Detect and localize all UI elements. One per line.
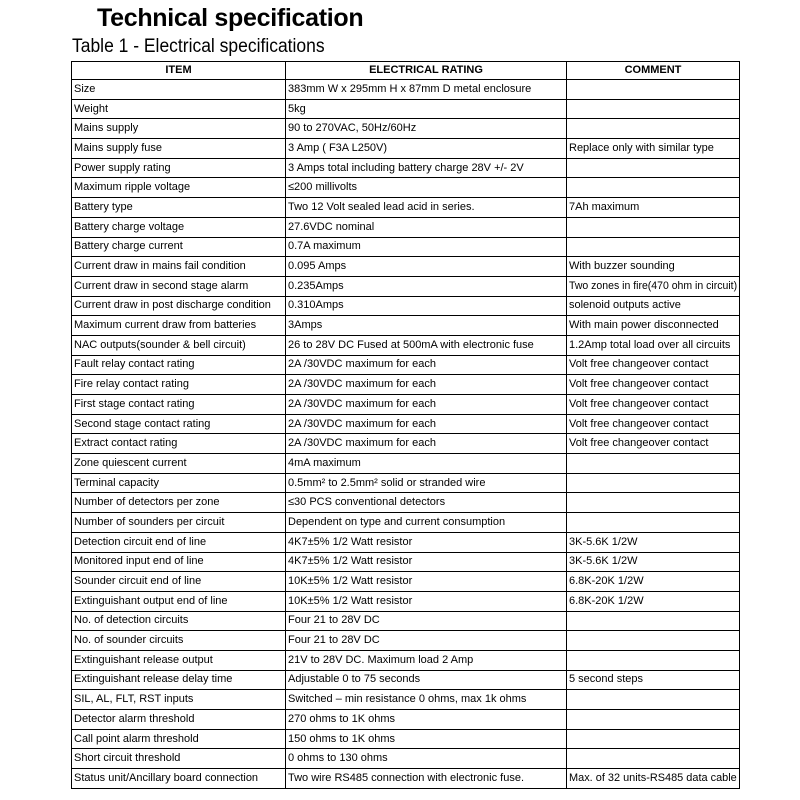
comment-cell <box>567 335 740 355</box>
item-cell <box>72 670 286 690</box>
rating-cell-text: Switched – min resistance 0 ohms, max 1k ohms <box>288 693 527 706</box>
item-cell <box>72 237 286 257</box>
item-cell <box>72 217 286 237</box>
table-row <box>72 375 740 395</box>
rating-cell <box>286 749 567 769</box>
comment-cell <box>567 572 740 592</box>
item-cell-text: Fault relay contact rating <box>74 358 195 371</box>
rating-cell <box>286 355 567 375</box>
rating-cell <box>286 493 567 513</box>
comment-cell-text: Volt free changeover contact <box>569 397 709 410</box>
comment-cell-text: With main power disconnected <box>569 319 719 332</box>
comment-cell-text: 5 second steps <box>569 673 643 686</box>
item-cell <box>72 552 286 572</box>
rating-cell <box>286 335 567 355</box>
table-caption: Table 1 - Electrical specifications <box>72 36 325 57</box>
comment-cell <box>567 395 740 415</box>
table-row <box>72 513 740 533</box>
comment-cell <box>567 729 740 749</box>
table-row <box>72 473 740 493</box>
comment-cell-text: solenoid outputs active <box>569 299 681 312</box>
rating-cell-text: 10K±5% 1/2 Watt resistor <box>288 594 413 607</box>
item-cell-text: Battery type <box>74 200 133 213</box>
rating-cell <box>286 670 567 690</box>
item-cell <box>72 139 286 159</box>
rating-cell-text: ≤30 PCS conventional detectors <box>288 496 446 509</box>
comment-cell-text: Replace only with similar type <box>569 141 714 154</box>
item-cell-text: Call point alarm threshold <box>74 732 199 745</box>
item-cell-text: Mains supply fuse <box>74 141 163 154</box>
comment-cell <box>567 375 740 395</box>
comment-cell <box>567 769 740 789</box>
rating-cell-text: Dependent on type and current consumption <box>288 515 506 528</box>
table-row <box>72 257 740 277</box>
rating-cell-text: 4mA maximum <box>288 456 361 469</box>
item-cell <box>72 316 286 336</box>
rating-cell-text: 0.235Amps <box>288 279 344 292</box>
table-row <box>72 316 740 336</box>
rating-cell <box>286 316 567 336</box>
item-cell <box>72 198 286 218</box>
item-cell <box>72 276 286 296</box>
rating-cell-text: Two wire RS485 connection with electronic fuse. <box>288 771 525 784</box>
rating-cell <box>286 158 567 178</box>
table-row <box>72 591 740 611</box>
rating-cell-text: 5kg <box>288 102 306 115</box>
table-row <box>72 690 740 710</box>
table-row <box>72 119 740 139</box>
item-cell-text: Power supply rating <box>74 161 171 174</box>
rating-cell-text: 4K7±5% 1/2 Watt resistor <box>288 535 413 548</box>
comment-cell <box>567 670 740 690</box>
rating-cell <box>286 434 567 454</box>
item-cell <box>72 650 286 670</box>
rating-cell <box>286 513 567 533</box>
rating-cell <box>286 80 567 100</box>
item-cell-text: Status unit/Ancillary board connection <box>74 771 259 784</box>
rating-cell-text: 0.7A maximum <box>288 240 361 253</box>
table-row <box>72 276 740 296</box>
rating-cell <box>286 572 567 592</box>
comment-cell <box>567 257 740 277</box>
comment-cell <box>567 139 740 159</box>
item-cell-text: Current draw in second stage alarm <box>74 279 249 292</box>
table-row <box>72 454 740 474</box>
table-row <box>72 395 740 415</box>
table-row <box>72 434 740 454</box>
comment-cell <box>567 296 740 316</box>
item-cell <box>72 375 286 395</box>
item-cell <box>72 80 286 100</box>
item-cell <box>72 454 286 474</box>
comment-cell-text: Volt free changeover contact <box>569 378 709 391</box>
comment-cell <box>567 631 740 651</box>
rating-cell-text: 2A /30VDC maximum for each <box>288 437 436 450</box>
comment-cell <box>567 650 740 670</box>
page-title: Technical specification <box>97 4 364 32</box>
rating-cell-text: Adjustable 0 to 75 seconds <box>288 673 421 686</box>
table-row <box>72 178 740 198</box>
item-cell-text: Maximum ripple voltage <box>74 181 191 194</box>
comment-cell-text: 6.8K-20K 1/2W <box>569 594 644 607</box>
rating-cell-text: 3 Amp ( F3A L250V) <box>288 141 388 154</box>
table-row <box>72 611 740 631</box>
comment-cell <box>567 80 740 100</box>
rating-cell-text: Two 12 Volt sealed lead acid in series. <box>288 200 475 213</box>
rating-cell <box>286 473 567 493</box>
item-cell-text: Size <box>74 82 96 95</box>
comment-cell-text: With buzzer sounding <box>569 260 675 273</box>
rating-cell-text: 270 ohms to 1K ohms <box>288 712 396 725</box>
table-row <box>72 198 740 218</box>
item-cell-text: Battery charge voltage <box>74 220 185 233</box>
item-cell-text: Zone quiescent current <box>74 456 187 469</box>
rating-cell <box>286 552 567 572</box>
item-cell-text: Battery charge current <box>74 240 183 253</box>
item-cell-text: No. of detection circuits <box>74 614 189 627</box>
rating-cell <box>286 591 567 611</box>
rating-cell <box>286 139 567 159</box>
rating-cell-text: 2A /30VDC maximum for each <box>288 378 436 391</box>
table-row <box>72 217 740 237</box>
table-body <box>72 80 740 789</box>
item-cell <box>72 158 286 178</box>
comment-cell-text: 7Ah maximum <box>569 200 640 213</box>
electrical-spec-table <box>71 61 740 789</box>
comment-cell <box>567 532 740 552</box>
item-cell <box>72 99 286 119</box>
item-cell <box>72 257 286 277</box>
item-cell-text: Weight <box>74 102 109 115</box>
table-row <box>72 670 740 690</box>
comment-cell <box>567 493 740 513</box>
table-row <box>72 237 740 257</box>
item-cell-text: Number of sounders per circuit <box>74 515 225 528</box>
table-header-row <box>72 62 740 80</box>
table-row <box>72 769 740 789</box>
rating-cell-text: 4K7±5% 1/2 Watt resistor <box>288 555 413 568</box>
comment-cell <box>567 237 740 257</box>
item-cell <box>72 611 286 631</box>
comment-cell <box>567 454 740 474</box>
comment-cell-text: Volt free changeover contact <box>569 417 709 430</box>
table-row <box>72 335 740 355</box>
comment-cell <box>567 355 740 375</box>
item-cell-text: NAC outputs(sounder & bell circuit) <box>74 338 246 351</box>
comment-cell-text: Volt free changeover contact <box>569 437 709 450</box>
item-cell <box>72 355 286 375</box>
comment-cell <box>567 276 740 296</box>
item-cell-text: Number of detectors per zone <box>74 496 220 509</box>
item-cell <box>72 473 286 493</box>
comment-cell-text: 6.8K-20K 1/2W <box>569 575 644 588</box>
table-row <box>72 749 740 769</box>
comment-cell-text: 3K-5.6K 1/2W <box>569 555 638 568</box>
rating-cell-text: ≤200 millivolts <box>288 181 358 194</box>
rating-cell <box>286 119 567 139</box>
item-cell-text: Maximum current draw from batteries <box>74 319 257 332</box>
rating-cell-text: 21V to 28V DC. Maximum load 2 Amp <box>288 653 474 666</box>
rating-cell-text: 2A /30VDC maximum for each <box>288 358 436 371</box>
table-row <box>72 710 740 730</box>
rating-cell <box>286 769 567 789</box>
table-row <box>72 729 740 749</box>
item-cell-text: Current draw in mains fail condition <box>74 260 246 273</box>
comment-cell-text: Max. of 32 units-RS485 data cable <box>569 771 737 784</box>
item-cell <box>72 119 286 139</box>
item-cell <box>72 769 286 789</box>
rating-cell-text: 90 to 270VAC, 50Hz/60Hz <box>288 122 417 135</box>
item-cell <box>72 395 286 415</box>
rating-cell <box>286 276 567 296</box>
table-row <box>72 139 740 159</box>
table-row <box>72 650 740 670</box>
item-cell-text: First stage contact rating <box>74 397 195 410</box>
item-cell <box>72 690 286 710</box>
rating-cell-text: 10K±5% 1/2 Watt resistor <box>288 575 413 588</box>
rating-cell <box>286 198 567 218</box>
item-cell-text: Detection circuit end of line <box>74 535 207 548</box>
rating-cell <box>286 690 567 710</box>
comment-cell <box>567 434 740 454</box>
item-cell-text: No. of sounder circuits <box>74 634 184 647</box>
rating-cell <box>286 650 567 670</box>
comment-cell <box>567 690 740 710</box>
rating-cell-text: 383mm W x 295mm H x 87mm D metal enclosure <box>288 82 532 95</box>
rating-cell <box>286 99 567 119</box>
table-row <box>72 414 740 434</box>
item-cell <box>72 532 286 552</box>
table-row <box>72 158 740 178</box>
rating-cell <box>286 710 567 730</box>
item-cell <box>72 513 286 533</box>
rating-cell <box>286 631 567 651</box>
comment-cell <box>567 611 740 631</box>
item-cell-text: Sounder circuit end of line <box>74 575 202 588</box>
comment-cell <box>567 217 740 237</box>
rating-cell <box>286 375 567 395</box>
rating-cell-text: 26 to 28V DC Fused at 500mA with electronic fuse <box>288 338 534 351</box>
rating-cell <box>286 414 567 434</box>
item-cell-text: Fire relay contact rating <box>74 378 189 391</box>
item-cell-text: Extract contact rating <box>74 437 178 450</box>
rating-cell-text: 3Amps <box>288 319 323 332</box>
item-cell-text: Extinguishant release output <box>74 653 213 666</box>
comment-cell <box>567 158 740 178</box>
table-row <box>72 80 740 100</box>
rating-cell <box>286 729 567 749</box>
rating-cell-text: 2A /30VDC maximum for each <box>288 397 436 410</box>
rating-cell <box>286 611 567 631</box>
comment-cell <box>567 473 740 493</box>
item-cell <box>72 729 286 749</box>
rating-cell-text: 0 ohms to 130 ohms <box>288 752 388 765</box>
item-cell-text: Monitored input end of line <box>74 555 204 568</box>
item-cell <box>72 493 286 513</box>
comment-cell <box>567 316 740 336</box>
table-row <box>72 99 740 119</box>
comment-cell <box>567 198 740 218</box>
item-cell-text: Short circuit threshold <box>74 752 181 765</box>
item-cell-text: Extinguishant release delay time <box>74 673 233 686</box>
table-row <box>72 572 740 592</box>
item-cell <box>72 631 286 651</box>
comment-cell <box>567 99 740 119</box>
rating-cell <box>286 532 567 552</box>
item-cell <box>72 710 286 730</box>
item-cell <box>72 296 286 316</box>
rating-cell <box>286 257 567 277</box>
comment-cell <box>567 749 740 769</box>
rating-cell <box>286 296 567 316</box>
item-cell <box>72 178 286 198</box>
rating-cell <box>286 217 567 237</box>
item-cell-text: Extinguishant output end of line <box>74 594 228 607</box>
header-comment: COMMENT <box>567 62 740 80</box>
table-row <box>72 631 740 651</box>
item-cell-text: Second stage contact rating <box>74 417 211 430</box>
item-cell-text: Terminal capacity <box>74 476 159 489</box>
item-cell <box>72 434 286 454</box>
rating-cell-text: 150 ohms to 1K ohms <box>288 732 396 745</box>
rating-cell-text: Four 21 to 28V DC <box>288 614 380 627</box>
header-item: ITEM <box>72 62 286 80</box>
rating-cell <box>286 237 567 257</box>
rating-cell-text: 0.310Amps <box>288 299 344 312</box>
comment-cell <box>567 119 740 139</box>
item-cell <box>72 414 286 434</box>
table-row <box>72 296 740 316</box>
comment-cell-text: 3K-5.6K 1/2W <box>569 535 638 548</box>
item-cell-text: Detector alarm threshold <box>74 712 195 725</box>
comment-cell-text: Volt free changeover contact <box>569 358 709 371</box>
rating-cell <box>286 454 567 474</box>
item-cell-text: SIL, AL, FLT, RST inputs <box>74 693 194 706</box>
table-row <box>72 552 740 572</box>
rating-cell-text: 0.5mm² to 2.5mm² solid or stranded wire <box>288 476 486 489</box>
comment-cell <box>567 591 740 611</box>
comment-cell <box>567 710 740 730</box>
item-cell <box>72 591 286 611</box>
table-row <box>72 493 740 513</box>
header-electrical-rating: ELECTRICAL RATING <box>286 62 567 80</box>
comment-cell-text: Two zones in fire(470 ohm in circuit) <box>569 279 738 292</box>
item-cell <box>72 749 286 769</box>
rating-cell-text: 3 Amps total including battery charge 28V +/- 2V <box>288 161 524 174</box>
item-cell <box>72 335 286 355</box>
rating-cell <box>286 395 567 415</box>
comment-cell <box>567 178 740 198</box>
rating-cell-text: 0.095 Amps <box>288 260 347 273</box>
table-row <box>72 532 740 552</box>
item-cell-text: Current draw in post discharge condition <box>74 299 271 312</box>
rating-cell-text: 27.6VDC nominal <box>288 220 375 233</box>
table-row <box>72 355 740 375</box>
rating-cell <box>286 178 567 198</box>
comment-cell <box>567 513 740 533</box>
comment-cell <box>567 552 740 572</box>
comment-cell-text: 1.2Amp total load over all circuits <box>569 338 731 351</box>
item-cell <box>72 572 286 592</box>
comment-cell <box>567 414 740 434</box>
rating-cell-text: Four 21 to 28V DC <box>288 634 380 647</box>
item-cell-text: Mains supply <box>74 122 139 135</box>
rating-cell-text: 2A /30VDC maximum for each <box>288 417 436 430</box>
